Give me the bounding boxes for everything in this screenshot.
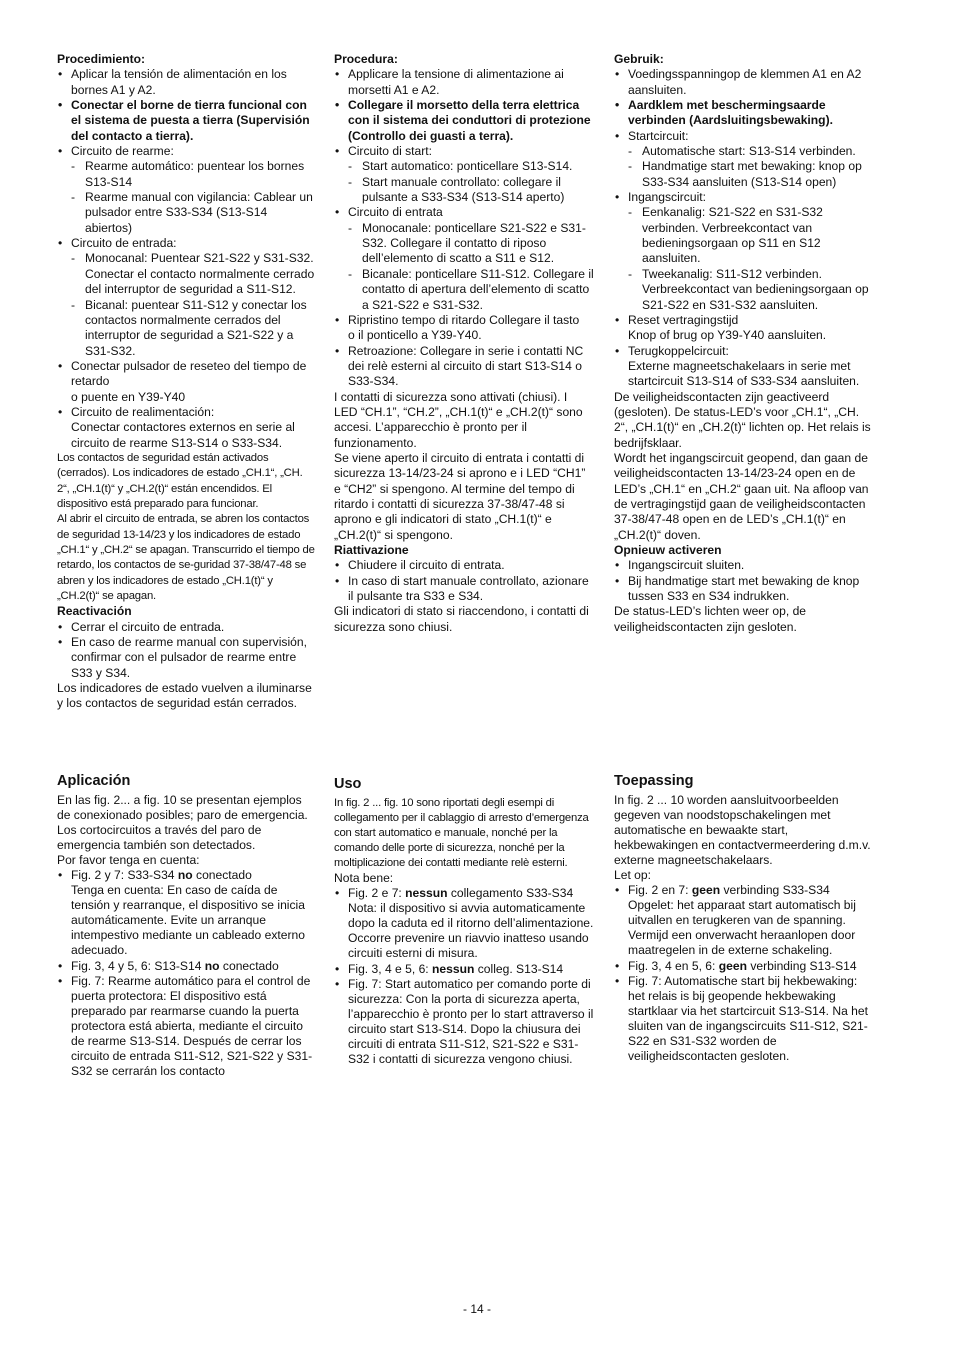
bullet-item: • Fig. 7: Rearme automático para el control de puerta protectora: El dispositivo está preparado par rearmarse cuando la puerta protectora está abierta, mediante el circuito de rearme S13-S14. Después de cerrar los circuito de entrada S11-S12, S21-S22 y S31-S32 se cerrarán los contacto: [57, 974, 315, 1079]
bullet-item: • Voedingsspanningop de klemmen A1 en A2 aansluiten.: [614, 67, 874, 98]
indented-text: o il ponticello a Y39-Y40.: [348, 328, 482, 343]
text-part: verbinding S13-S14: [747, 958, 857, 973]
paragraph: Al abrir el circuito de entrada, se abren los contactos de seguridad 13-14/23 y los indicadores de estado „CH.1“ y „CH.2“ se apagan. Transcurrido el tiempo de retardo, los contactos de se-guridad 37-38/47-48 se abren y los indicadores de estado „CH.1(t)“ y „CH.2(t)“ se apagan.: [57, 513, 315, 603]
bullet-item: • Startcircuit:: [614, 129, 874, 144]
bullet-item: • Fig. 7: Start automatico per comando porte di sicurezza: Con la porta di sicurezza aperta, l’apparecchio è pronto per lo start attraverso il circuito start S13-S14. Dopo la chiusura dei circuiti di entrata S11-S12, S21-S22 e S31-S32 i contatti di sicurezza vengono chiusi.: [334, 977, 594, 1067]
bullet-item: • Circuito de rearme:: [57, 144, 315, 159]
paragraph: Los contactos de seguridad están activados (cerrados). Los indicadores de estado „CH.1“, „CH. 2“, „CH.1(t)“ y „CH.2(t)“ están encendidos. El dispositivo está preparado para funcionar.: [57, 451, 303, 510]
text-part: Fig. 3, 4 en 5, 6:: [628, 958, 719, 973]
dash-item: - Tweekanalig: S11-S12 verbinden. Verbreekcontact van bedieningsorgaan op S21-S22 en S31-S32 aansluiten.: [614, 267, 874, 313]
bullet-item: • Chiudere il circuito di entrata.: [334, 558, 594, 573]
bullet-item-bold: • Collegare il morsetto della terra elettrica con il sistema dei conduttori di protezione (Controllo dei guasti a terra).: [334, 98, 594, 144]
bullet-item: [614, 959, 874, 974]
dash-item: - Automatische start: S13-S14 verbinden.: [614, 144, 874, 159]
bullet-item: • Applicare la tensione di alimentazione ai morsetti A1 e A2.: [334, 67, 594, 98]
dash-item: - Rearme automático: puentear los bornes S13-S14: [57, 159, 315, 190]
heading-toepassing: Toepassing: [614, 773, 694, 789]
paragraph: Se viene aperto il circuito di entrata i contatti di sicurezza 13-14/23-24 si aprono e i LED “CH1” e “CH2” si spengono. Al termine del tempo di ritardo i contatti di sicurezza 37-38/47-48 si aprono e gli indicatori di stato „CH.1(t)“ e „CH.2(t)“ si spengono.: [334, 450, 586, 542]
bullet-item: • Terugkoppelcircuit:: [614, 344, 874, 359]
text-part: conectado: [192, 868, 252, 883]
text-part: verbinding S33-S34: [720, 883, 830, 898]
section-aplicacion: [57, 793, 315, 1079]
indented-text: Conectar contactores externos en serie al circuito de rearme S13-S14 o S33-S34.: [71, 420, 295, 450]
bullet-item: • Reset vertragingstijd: [614, 313, 874, 328]
bold-keyword: nessun: [405, 886, 448, 901]
bullet-item: • Cerrar el circuito de entrada.: [57, 620, 315, 635]
bullet-item-bold: • Aardklem met beschermingsaarde verbinden (Aardsluitingsbewaking).: [614, 98, 874, 129]
dash-item: - Bicanale: ponticellare S11-S12. Collegare il contatto di apertura dell’elemento di scatto a S21-S22 e S31-S32.: [334, 267, 594, 313]
bullet-item: • Retroazione: Collegare in serie i contatti NC dei relè esterni al circuito di start S13-S14 o S33-S34.: [334, 344, 594, 390]
dash-item: - Handmatige start met bewaking: knop op S33-S34 aansluiten (S13-S14 open): [614, 159, 874, 190]
dash-item: - Eenkanalig: S21-S22 en S31-S32 verbinden. Verbreekcontact van bedieningsorgaan op S11 en S12 aansluiten.: [614, 205, 874, 266]
indented-text: Tenga en cuenta: En caso de caída de tensión y rearranque, el dispositivo se inicia automáticamente. Evite un arranque intempestivo mediante un cableado externo adecuado.: [71, 883, 305, 958]
paragraph: Gli indicatori di stato si riaccendono, i contatti di sicurezza sono chiusi.: [334, 604, 589, 634]
indented-text: Opgelet: het apparaat start automatisch bij uitvallen en terugkeren van de spanning. Vermijd een onverwacht heraanlopen door maatregelen in de externe schakeling.: [628, 898, 856, 958]
paragraph: De status-LED’s lichten weer op, de veiligheidscontacten zijn gesloten.: [614, 604, 807, 634]
text-part: conectado: [219, 958, 279, 973]
dash-item: - Start automatico: ponticellare S13-S14.: [334, 159, 594, 174]
bold-keyword: no: [204, 958, 220, 973]
section-uso: [334, 796, 594, 1067]
text-part: Fig. 3, 4 y 5, 6: S13-S14: [71, 958, 205, 973]
paragraph: Por favor tenga en cuenta:: [57, 853, 200, 868]
heading-uso: Uso: [334, 776, 362, 792]
procedure-heading: Procedura:: [334, 52, 398, 66]
paragraph: De veiligheidscontacten zijn geactiveerd (gesloten). De status-LED’s voor „CH.1“, „CH. 2“, „CH.1(t)“ en „CH.2(t)“ lichten op. Het relais is bedrijfsklaar.: [614, 389, 871, 450]
paragraph: En las fig. 2... a fig. 10 se presentan ejemplos de conexionado posibles; paro de emergencia. Los cortocircuitos a través del paro de emergencia también son detectados.: [57, 793, 308, 853]
indented-text: Nota: il dispositivo si avvia automaticamente dopo la caduta ed il ritorno dell’alimentazione. Occorre prevenire un riavvio inatteso usando circuiti esterni di misura.: [348, 901, 594, 961]
paragraph: Nota bene:: [334, 871, 394, 886]
column-dutch: [614, 52, 874, 635]
bullet-item: • Circuito di start:: [334, 144, 594, 159]
column-italian: [334, 52, 594, 635]
paragraph: Wordt het ingangscircuit geopend, dan gaan de veiligheidscontacten 13-14/23-24 open en de LED’s „CH.1“ en „CH.2“ gaan uit. Na afloop van de vertragingstijd gaan de veiligheidscontacten 37-38/47-48 open en de LED’s „CH.1(t)“ en „CH.2(t)“ doven.: [614, 450, 869, 542]
bullet-item: • Circuito de entrada:: [57, 236, 315, 251]
subheading: Opnieuw activeren: [614, 543, 722, 557]
bullet-item: [334, 886, 594, 901]
dash-item: - Bicanal: puentear S11-S12 y conectar los contactos normalmente cerrados del interruptor de seguridad a S21-S22 y a S31-S32.: [57, 298, 315, 359]
procedure-heading: Gebruik:: [614, 52, 664, 66]
indented-text: Knop of brug op Y39-Y40 aansluiten.: [628, 328, 827, 343]
page-number: - 14 -: [462, 1302, 491, 1316]
subheading: Riattivazione: [334, 543, 409, 557]
bullet-item: [57, 868, 315, 883]
dash-item: - Monocanal: Puentear S21-S22 y S31-S32. Conectar el contacto normalmente cerrado del interruptor de seguridad a S11-S12.: [57, 251, 315, 297]
paragraph: In fig. 2 ... fig. 10 sono riportati degli esempi di collegamento per il cablaggio di arresto d’emergenza con start automatico e manuale, nonché per la comando delle porte di sicurezza, nonché per la moltiplicazione dei contatti mediante relè esterni.: [334, 797, 589, 870]
indented-text: o puente en Y39-Y40: [71, 389, 186, 404]
bullet-item: • Ingangscircuit sluiten.: [614, 558, 874, 573]
procedure-heading: Procedimiento:: [57, 52, 146, 66]
paragraph: I contatti di sicurezza sono attivati (chiusi). I LED “CH.1”, “CH.2”, „CH.1(t)“ e „CH.2(t)“ sono accesi. L’apparecchio è pronto per il funzionamento.: [334, 389, 583, 450]
bullet-item: • Circuito di entrata: [334, 205, 594, 220]
text-part: Fig. 2 en 7:: [628, 883, 692, 898]
bold-keyword: no: [177, 868, 193, 883]
dash-item: - Rearme manual con vigilancia: Cablear un pulsador entre S33-S34 (S13-S14 abiertos): [57, 190, 315, 236]
paragraph: In fig. 2 ... 10 worden aansluitvoorbeelden gegeven van noodstopschakelingen met automatische en bewaakte start, hekbewakingen en contactvermeerdering d.m.v. externe magneetschakelaars.: [614, 793, 871, 868]
paragraph: Let op:: [614, 868, 651, 883]
dash-item: - Monocanale: ponticellare S21-S22 e S31-S32. Collegare il contatto di riposo dell’elemento di scatto a S11 e S12.: [334, 221, 594, 267]
heading-aplicacion: Aplicación: [57, 773, 131, 789]
bullet-item: • Ingangscircuit:: [614, 190, 874, 205]
bullet-item: [57, 959, 315, 974]
text-part: colleg. S13-S14: [474, 961, 564, 976]
bullet-item: • Fig. 7: Automatische start bij hekbewaking: het relais is bij geopende hekbewaking startklaar via het startcircuit S13-S14. Na het sluiten van de ingangscircuits S11-S12, S21-S22 en S31-S32 worden de veiligheidscontacten gesloten.: [614, 974, 874, 1064]
column-spanish: [57, 52, 315, 712]
bullet-item-bold: • Conectar el borne de tierra funcional con el sistema de puesta a tierra (Supervisión del contacto a tierra).: [57, 98, 315, 144]
dash-item: - Start manuale controllato: collegare il pulsante a S33-S34 (S13-S14 aperto): [334, 175, 594, 206]
text-part: Fig. 2 y 7: S33-S34: [71, 868, 178, 883]
bullet-item: • Ripristino tempo di ritardo Collegare il tasto: [334, 313, 594, 328]
bullet-item: • Aplicar la tensión de alimentación en los bornes A1 y A2.: [57, 67, 315, 98]
subheading: Reactivación: [57, 604, 132, 619]
text-part: Fig. 2 e 7:: [348, 886, 406, 901]
paragraph: Los indicadores de estado vuelven a iluminarse y los contactos de seguridad están cerrados.: [57, 681, 312, 711]
indented-text: Externe magneetschakelaars in serie met startcircuit S13-S14 of S33-S34 aansluiten.: [628, 358, 860, 389]
bullet-item: [334, 962, 594, 977]
bullet-item: • Bij handmatige start met bewaking de knop tussen S33 en S34 indrukken.: [614, 574, 874, 605]
section-toepassing: [614, 793, 874, 1064]
bullet-item: • In caso di start manuale controllato, azionare il pulsante tra S33 e S34.: [334, 574, 594, 605]
bullet-item: • Conectar pulsador de reseteo del tiempo de retardo: [57, 359, 315, 390]
text-part: collegamento S33-S34: [447, 886, 574, 901]
bullet-item: • En caso de rearme manual con supervisión, confirmar con el pulsador de rearme entre S33 y S34.: [57, 635, 315, 681]
bullet-item: • Circuito de realimentación:: [57, 405, 315, 420]
text-part: Fig. 3, 4 e 5, 6:: [348, 961, 433, 976]
bold-keyword: nessun: [432, 961, 475, 976]
bullet-item: [614, 883, 874, 898]
bold-keyword: geen: [718, 958, 747, 973]
bold-keyword: geen: [691, 883, 721, 898]
